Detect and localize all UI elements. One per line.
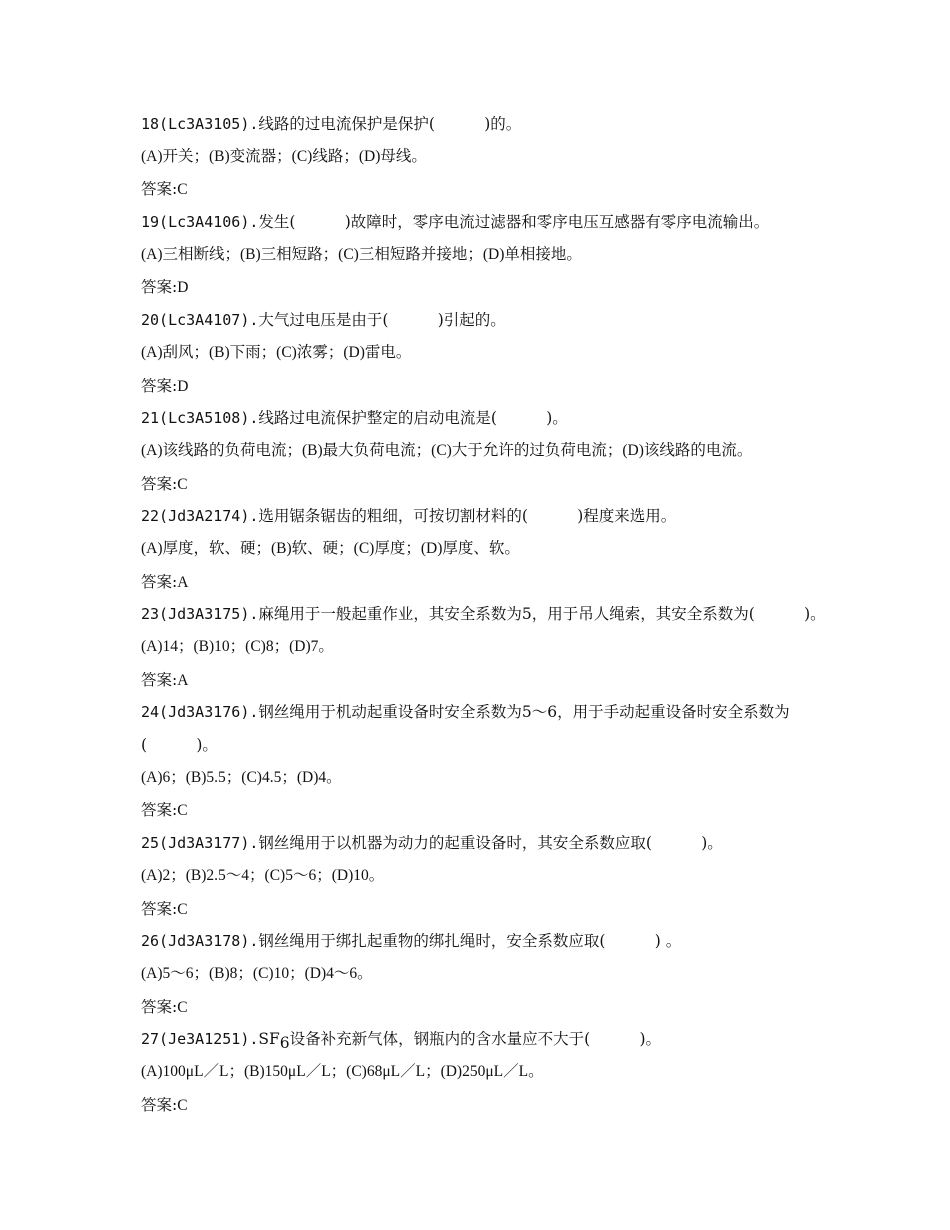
- answer-27: 答案:C: [141, 1095, 188, 1114]
- question-27: $27(Je3A1251).SF_6$设备补充新气体，钢瓶内的含水量应不大于( )。: [141, 1030, 662, 1053]
- options-22: (A)厚度，软、硬；(B)软、硬；(C)厚度；(D)厚度、软。: [141, 539, 520, 557]
- question-20: 20(Lc3A4107).大气过电压是由于( )引起的。: [141, 311, 506, 330]
- options-21: (A)该线路的负荷电流；(B)最大负荷电流；(C)大于允许的过负荷电流；(D)该线路的电流。: [141, 441, 753, 459]
- options-20: (A)刮风；(B)下雨；(C)浓雾；(D)雷电。: [141, 343, 412, 361]
- answer-25: 答案:C: [141, 899, 188, 918]
- options-19: (A)三相断线；(B)三相短路；(C)三相短路并接地；(D)单相接地。: [141, 245, 582, 263]
- question-22: 22(Jd3A2174).选用锯条锯齿的粗细，可按切割材料的( )程度来选用。: [141, 507, 677, 526]
- options-25: (A)2；(B)2.5～4；(C)5～6；(D)10。: [141, 866, 385, 884]
- options-27: (A)100μL／L；(B)150μL／L；(C)68μL／L；(D)250μL／L。: [141, 1062, 544, 1080]
- question-19: 19(Lc3A4106).发生( )故障时，零序电流过滤器和零序电压互感器有零序电流输出。: [141, 213, 770, 232]
- answer-24: 答案:C: [141, 801, 188, 820]
- question-list: [141, 112, 826, 1125]
- question-23: 23(Jd3A3175).麻绳用于一般起重作业，其安全系数为5，用于吊人绳索，其安全系数为( )。: [141, 605, 826, 624]
- answer-21: 答案:C: [141, 474, 188, 493]
- question-24: 24(Jd3A3176).钢丝绳用于机动起重设备时安全系数为5～6，用于手动起重设备时安全系数为: [141, 703, 790, 722]
- question-24-continued: ( )。: [141, 736, 218, 755]
- answer-19: 答案:D: [141, 278, 189, 297]
- question-18: 18(Lc3A3105).线路的过电流保护是保护( )的。: [141, 115, 522, 133]
- answer-20: 答案:D: [141, 376, 189, 395]
- answer-26: 答案:C: [141, 997, 188, 1016]
- options-18: (A)开关；(B)变流器；(C)线路；(D)母线。: [141, 147, 427, 165]
- question-25: 25(Jd3A3177).钢丝绳用于以机器为动力的起重设备时，其安全系数应取( )。: [141, 834, 723, 853]
- options-24: (A)6；(B)5.5；(C)4.5；(D)4。: [141, 768, 342, 786]
- options-26: (A)5～6；(B)8；(C)10；(D)4～6。: [141, 964, 373, 982]
- question-21: 21(Lc3A5108).线路过电流保护整定的启动电流是( )。: [141, 409, 568, 428]
- question-26: 26(Jd3A3178).钢丝绳用于绑扎起重物的绑扎绳时，安全系数应取( ) 。: [141, 932, 682, 951]
- answer-22: 答案:A: [141, 572, 189, 591]
- answer-18: 答案:C: [141, 180, 188, 199]
- answer-23: 答案:A: [141, 670, 189, 689]
- options-23: (A)14；(B)10；(C)8；(D)7。: [141, 638, 334, 655]
